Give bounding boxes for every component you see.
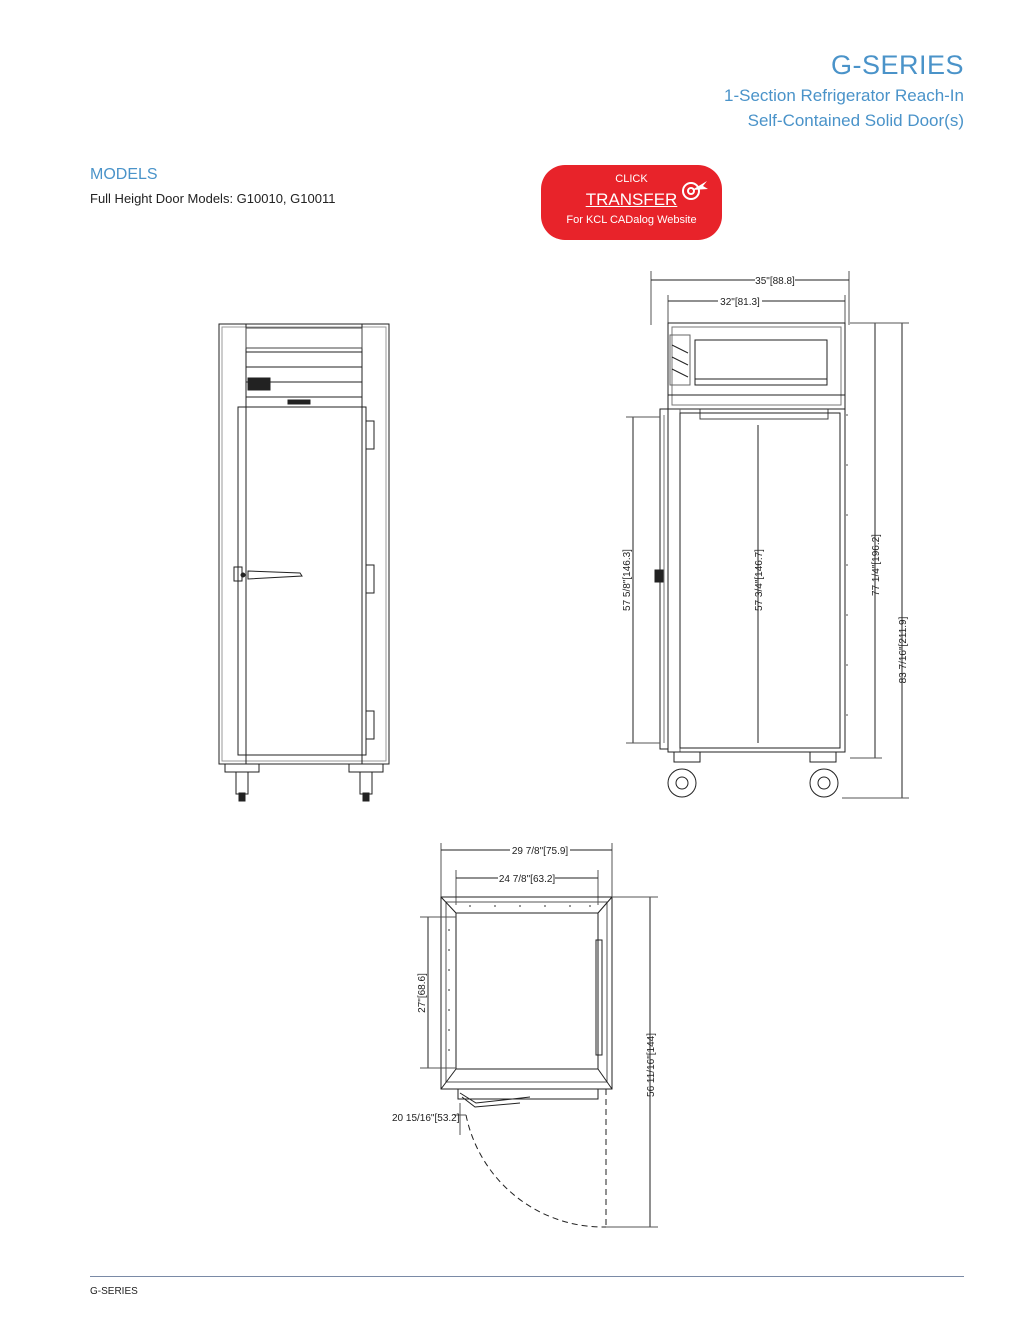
dim-width-inner: 32"[81.3] <box>720 297 760 308</box>
top-dim-depth-inner: 27"[68.6] <box>417 973 428 1013</box>
cad-button-transfer-label: TRANSFER <box>585 190 678 209</box>
top-dim-total-depth: 56 11/16"[144] <box>646 1033 657 1097</box>
models-heading: MODELS <box>90 166 158 183</box>
top-view-drawing <box>380 835 680 1245</box>
subtitle-line-1: 1-Section Refrigerator Reach-In <box>723 86 964 105</box>
cad-button-website-label: For KCL CADalog Website <box>566 214 697 226</box>
top-dim-door-swing: 20 15/16"[53.2] <box>392 1113 460 1124</box>
footer-divider <box>90 1276 964 1277</box>
page-title: G-SERIES <box>830 50 964 80</box>
dim-inside-height: 57 3/4"[146.7] <box>754 549 765 611</box>
dim-total-height: 83 7/16"[211.9] <box>898 616 909 684</box>
top-dim-width-inner: 24 7/8"[63.2] <box>498 874 556 885</box>
cad-transfer-button[interactable] <box>541 165 722 240</box>
dim-body-height: 77 1/4"[196.2] <box>871 534 882 596</box>
dim-door-height: 57 5/8"[146.3] <box>622 549 633 611</box>
dim-width-outer: 35"[88.8] <box>755 276 795 287</box>
footer-text: G-SERIES <box>90 1286 138 1297</box>
models-list: Full Height Door Models: G10010, G10011 <box>90 191 336 206</box>
subtitle-line-2: Self-Contained Solid Door(s) <box>747 111 964 130</box>
side-view-drawing <box>610 265 930 810</box>
front-view-drawing <box>210 315 400 805</box>
cad-button-click-label: CLICK <box>615 173 648 185</box>
top-dim-width-outer: 29 7/8"[75.9] <box>511 846 569 857</box>
cursor-click-icon <box>679 175 711 205</box>
